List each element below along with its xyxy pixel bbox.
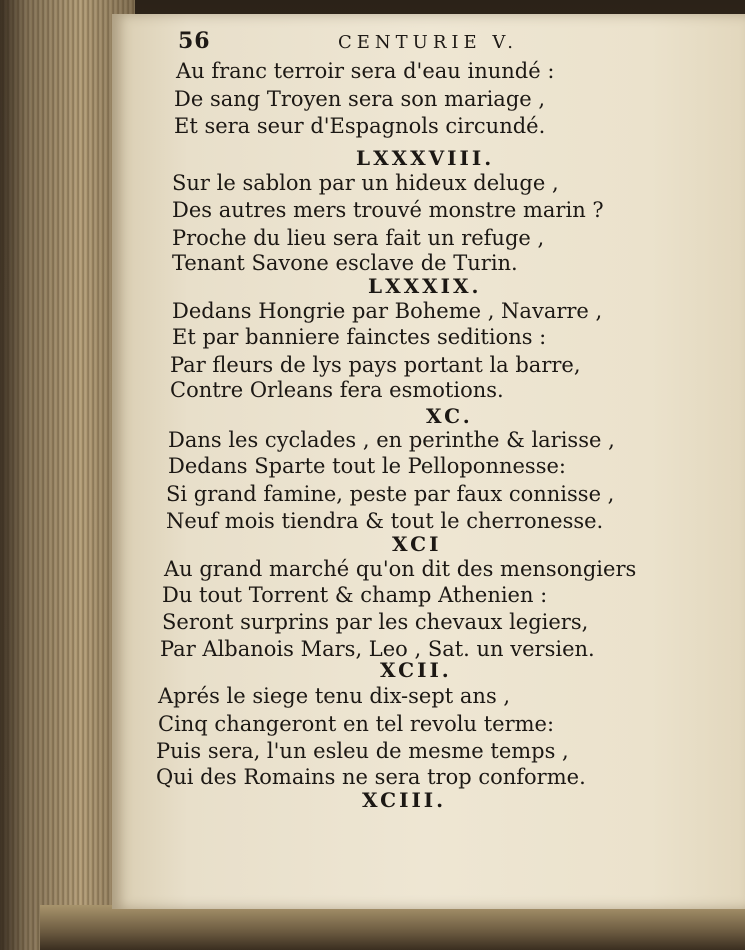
- verse-line: Dedans Sparte tout le Pelloponnesse:: [168, 454, 566, 478]
- verse-line: Qui des Romains ne sera trop conforme.: [156, 765, 586, 789]
- verse-line: Seront surprins par les chevaux legiers,: [162, 610, 589, 634]
- verse-line: Dans les cyclades , en perinthe & larisse ,: [168, 428, 615, 452]
- verse-line: Des autres mers trouvé monstre marin ?: [172, 198, 604, 222]
- verse-line: Sur le sablon par un hideux deluge ,: [172, 171, 559, 195]
- verse-line: Proche du lieu sera fait un refuge ,: [172, 226, 545, 250]
- verse-line: Si grand famine, peste par faux connisse ,: [166, 482, 615, 506]
- quatrain-number: XC.: [426, 404, 473, 428]
- verse-line: Puis sera, l'un esleu de mesme temps ,: [156, 739, 569, 763]
- verse-line: Du tout Torrent & champ Athenien :: [162, 583, 548, 607]
- running-head: CENTURIE V.: [338, 32, 518, 53]
- verse-line: De sang Troyen sera son mariage ,: [174, 87, 546, 111]
- verse-line: Aprés le siege tenu dix-sept ans ,: [158, 684, 511, 708]
- verse-line: Au franc terroir sera d'eau inundé :: [176, 59, 555, 83]
- verse-line: Contre Orleans fera esmotions.: [170, 378, 504, 402]
- verse-line: Neuf mois tiendra & tout le cherronesse.: [166, 509, 604, 533]
- quatrain-number: XCIII.: [362, 788, 447, 812]
- verse-line: Cinq changeront en tel revolu terme:: [158, 712, 555, 736]
- verse-line: Au grand marché qu'on dit des mensongiers: [164, 557, 637, 581]
- verse-line: Par Albanois Mars, Leo , Sat. un versien.: [160, 637, 595, 661]
- verse-line: Par fleurs de lys pays portant la barre,: [170, 353, 581, 377]
- quatrain-number: LXXXIX.: [368, 274, 482, 298]
- verse-line: Tenant Savone esclave de Turin.: [172, 251, 518, 275]
- verse-line: Et sera seur d'Espagnols circundé.: [174, 114, 546, 138]
- page-number: 56: [178, 28, 211, 54]
- quatrain-number: XCI: [392, 532, 442, 556]
- verse-line: Dedans Hongrie par Boheme , Navarre ,: [172, 299, 603, 323]
- verse-line: Et par banniere fainctes seditions :: [172, 325, 547, 349]
- quatrain-number: XCII.: [380, 658, 452, 682]
- quatrain-number: LXXXVIII.: [356, 146, 495, 170]
